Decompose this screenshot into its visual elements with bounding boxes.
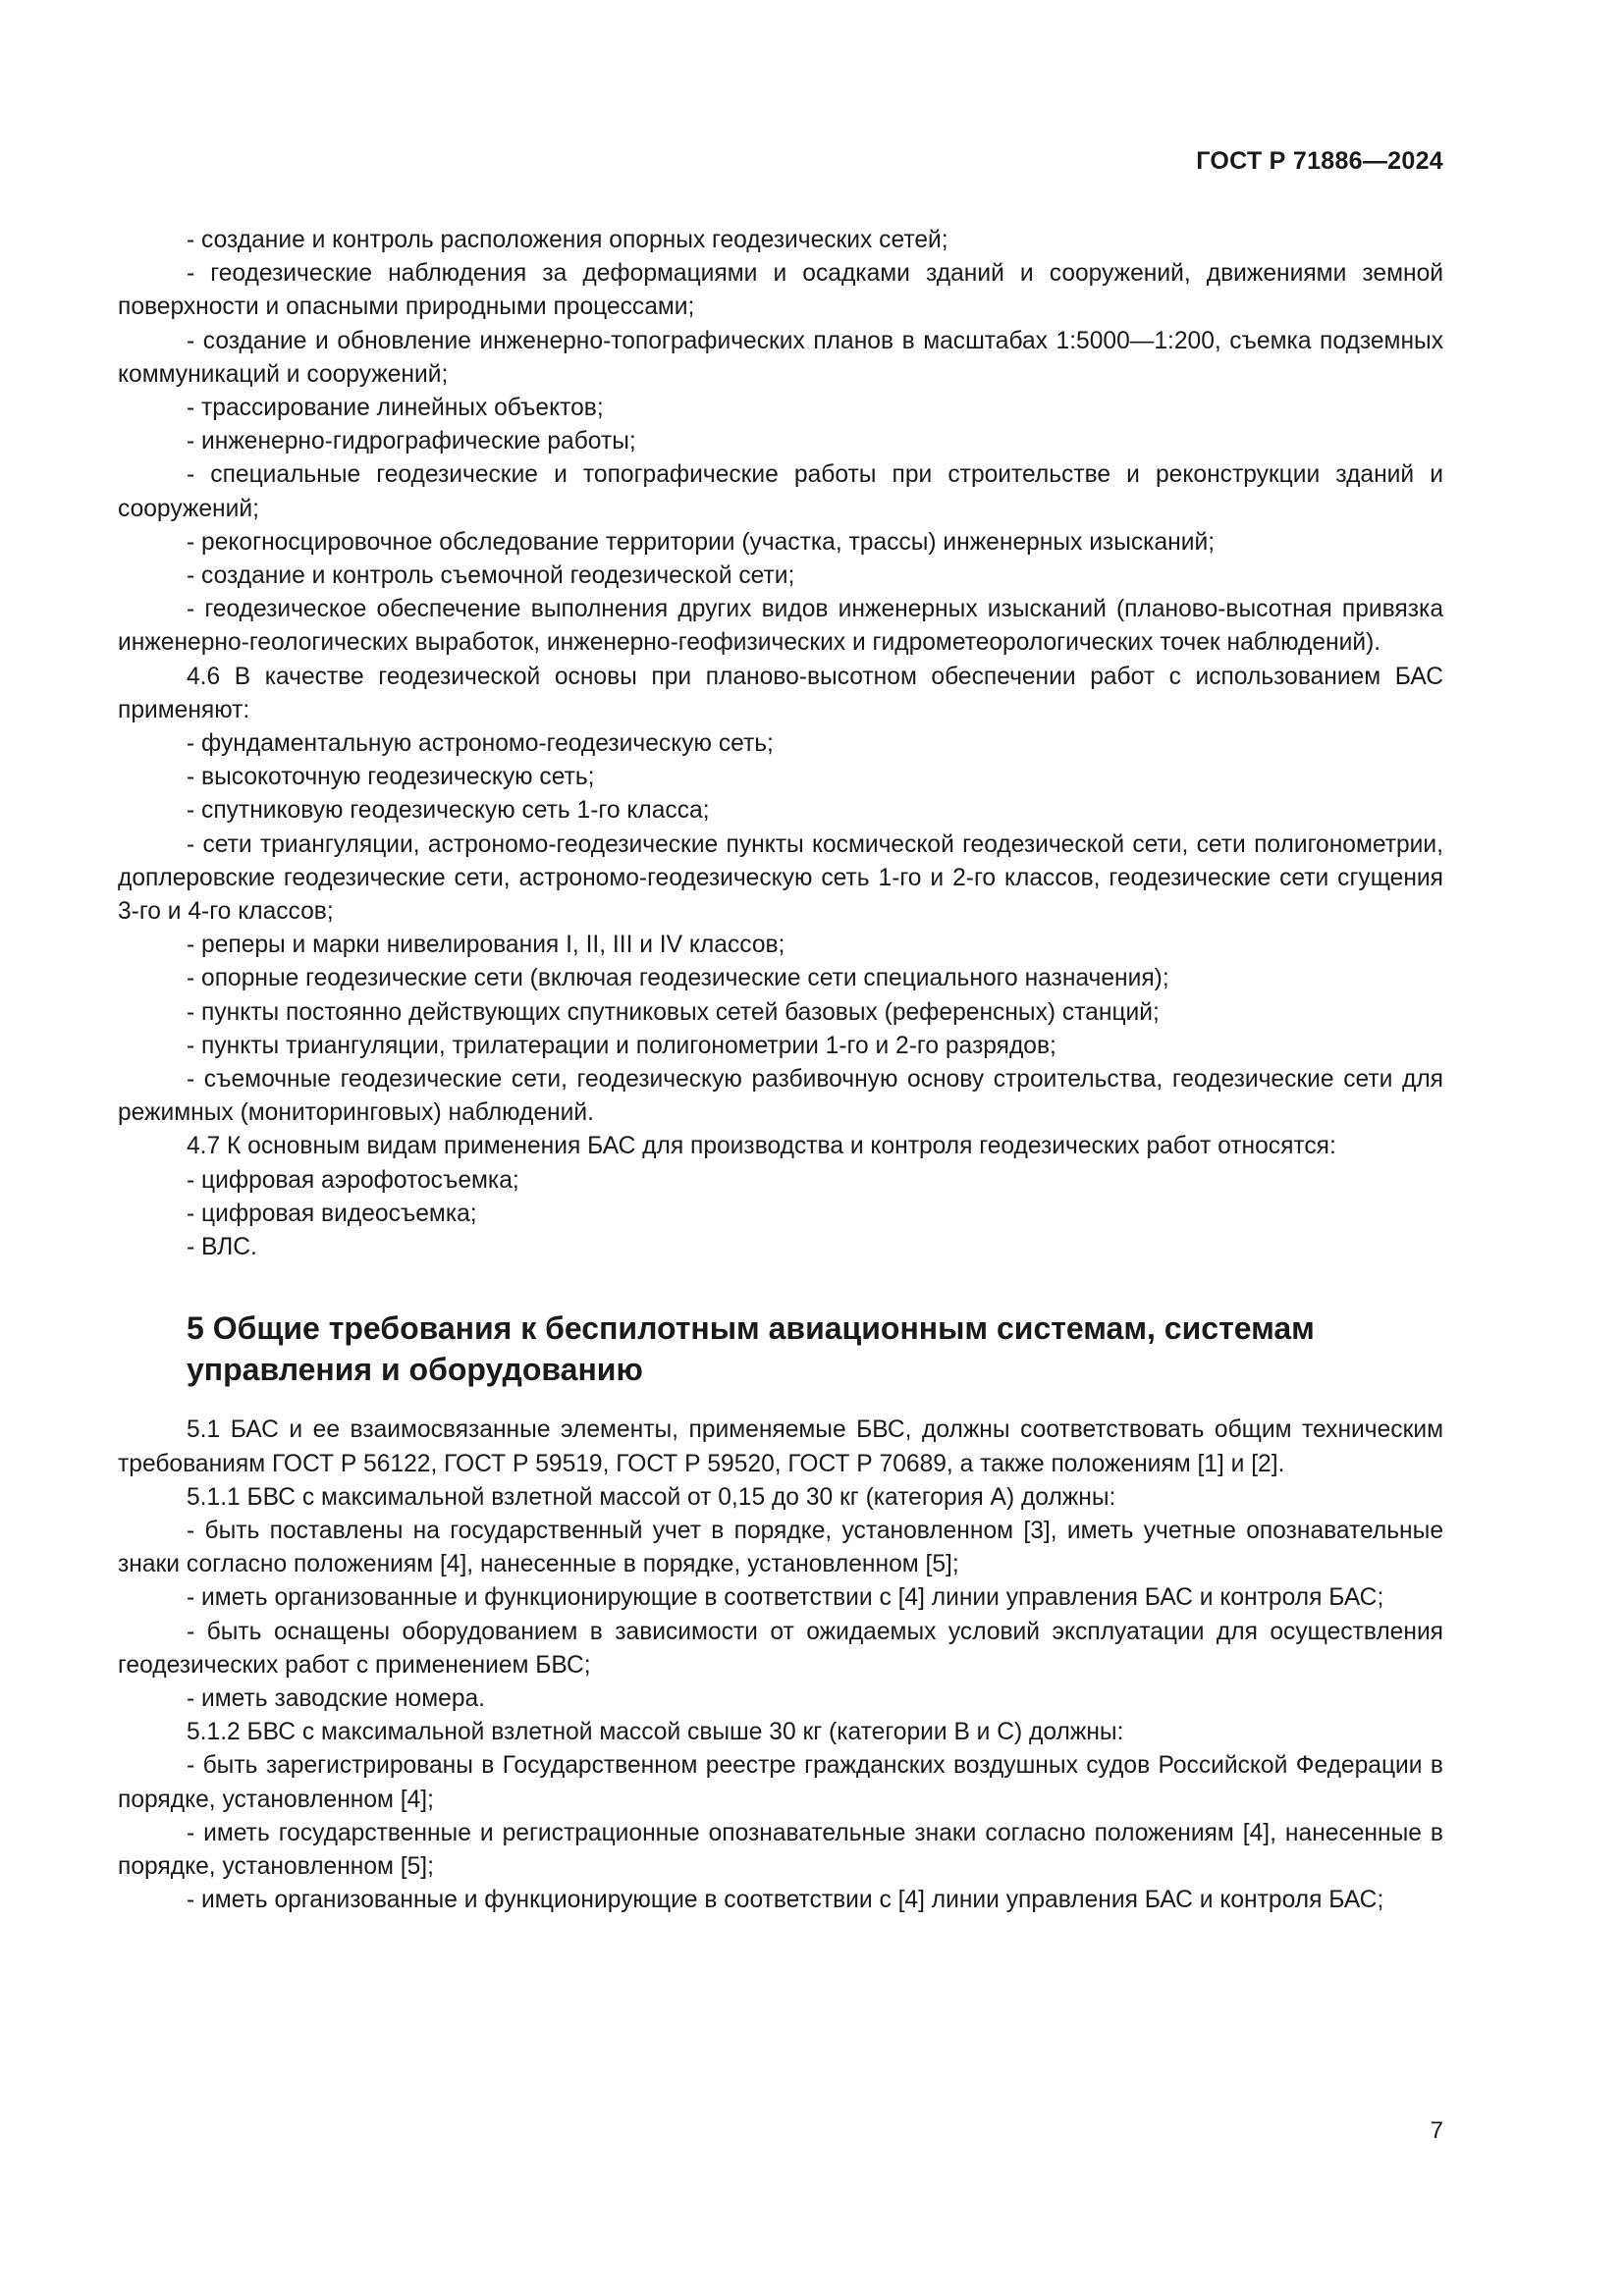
- document-body: [118, 224, 1443, 1917]
- paragraph: - фундаментальную астрономо-геодезическую сеть;: [187, 730, 774, 758]
- paragraph: - съемочные геодезические сети, геодезическую разбивочную основу строительства, геодезические сети для режимных (мониторинговых) наблюдений.: [118, 1066, 1443, 1127]
- clause-4-7: 4.7 К основным видам применения БАС для производства и контроля геодезических работ относятся:: [187, 1133, 1336, 1160]
- paragraph: - быть поставлены на государственный учет в порядке, установленном [3], иметь учетные опознавательные знаки согласно положениям [4], нанесенные в порядке, установленном [5];: [118, 1517, 1443, 1578]
- list-block-1: [118, 224, 1443, 1264]
- paragraph: - трассирование линейных объектов;: [187, 395, 604, 422]
- paragraph: - инженерно-гидрографические работы;: [187, 428, 636, 455]
- paragraph: - сети триангуляции, астрономо-геодезические пункты космической геодезической сети, сети полигонометрии, доплеровские геодезические сети, астрономо-геодезическую сеть 1-го и 2-го классов, геодезические сети сгущения 3-го и 4-го классов;: [118, 830, 1443, 926]
- paragraph: - геодезическое обеспечение выполнения других видов инженерных изысканий (планово-высотная привязка инженерно-геологических выработок, инженерно-геофизических и гидрометеорологических точек наблюдений).: [118, 596, 1443, 657]
- list-block-2: [118, 1414, 1443, 1917]
- section-5-title: 5 Общие требования к беспилотным авиационным системам, системам управления и оборудованию: [187, 1310, 1315, 1388]
- page-number: 7: [1430, 2117, 1443, 2144]
- paragraph: - опорные геодезические сети (включая геодезические сети специального назначения);: [187, 965, 1169, 992]
- paragraph: - иметь заводские номера.: [187, 1684, 486, 1712]
- paragraph: - пункты триангуляции, трилатерации и полигонометрии 1-го и 2-го разрядов;: [187, 1032, 1056, 1059]
- paragraph: - иметь организованные и функционирующие в соответствии с [4] линии управления БАС и контроля БАС;: [187, 1887, 1384, 1914]
- clause-5-1-1: 5.1.1 БВС с максимальной взлетной массой от 0,15 до 30 кг (категория А) должны:: [187, 1483, 1116, 1511]
- paragraph: - цифровая видеосъемка;: [187, 1200, 477, 1227]
- paragraph: - быть зарегистрированы в Государственном реестре гражданских воздушных судов Российской Федерации в порядке, установленном [4];: [118, 1752, 1443, 1813]
- paragraph: - спутниковую геодезическую сеть 1-го класса;: [187, 797, 710, 825]
- paragraph: - пункты постоянно действующих спутниковых сетей базовых (референсных) станций;: [187, 998, 1160, 1026]
- paragraph: - ВЛС.: [187, 1234, 257, 1261]
- clause-5-1: 5.1 БАС и ее взаимосвязанные элементы, применяемые БВС, должны соответствовать общим техническим требованиям ГОСТ Р 56122, ГОСТ Р 59519, ГОСТ Р 59520, ГОСТ Р 70689, а также положениям [1] и [2].: [118, 1416, 1443, 1477]
- paragraph: - быть оснащены оборудованием в зависимости от ожидаемых условий эксплуатации для осуществления геодезических работ с применением БВС;: [118, 1618, 1443, 1679]
- paragraph: - создание и контроль расположения опорных геодезических сетей;: [187, 227, 948, 253]
- paragraph: - иметь организованные и функционирующие в соответствии с [4] линии управления БАС и контроля БАС;: [187, 1584, 1384, 1612]
- paragraph: - специальные геодезические и топографические работы при строительстве и реконструкции зданий и сооружений;: [118, 461, 1443, 522]
- paragraph: - создание и контроль съемочной геодезической сети;: [187, 562, 795, 590]
- paragraph: - цифровая аэрофотосъемка;: [187, 1166, 519, 1194]
- paragraph: - геодезические наблюдения за деформациями и осадками зданий и сооружений, движениями земной поверхности и опасными природными процессами;: [118, 260, 1443, 321]
- document-code: ГОСТ Р 71886—2024: [1196, 147, 1443, 175]
- paragraph: - высокоточную геодезическую сеть;: [187, 764, 595, 791]
- paragraph: - иметь государственные и регистрационные опознавательные знаки согласно положениям [4], нанесенные в порядке, установленном [5];: [118, 1819, 1443, 1880]
- clause-4-6: 4.6 В качестве геодезической основы при планово-высотном обеспечении работ с использованием БАС применяют:: [118, 663, 1443, 723]
- paragraph: - создание и обновление инженерно-топографических планов в масштабах 1:5000—1:200, съемка подземных коммуникаций и сооружений;: [118, 327, 1443, 388]
- clause-5-1-2: 5.1.2 БВС с максимальной взлетной массой свыше 30 кг (категории В и С) должны:: [187, 1719, 1124, 1746]
- paragraph: - рекогносцировочное обследование территории (участка, трассы) инженерных изысканий;: [187, 528, 1216, 556]
- paragraph: - реперы и марки нивелирования I, II, III и IV классов;: [187, 932, 785, 959]
